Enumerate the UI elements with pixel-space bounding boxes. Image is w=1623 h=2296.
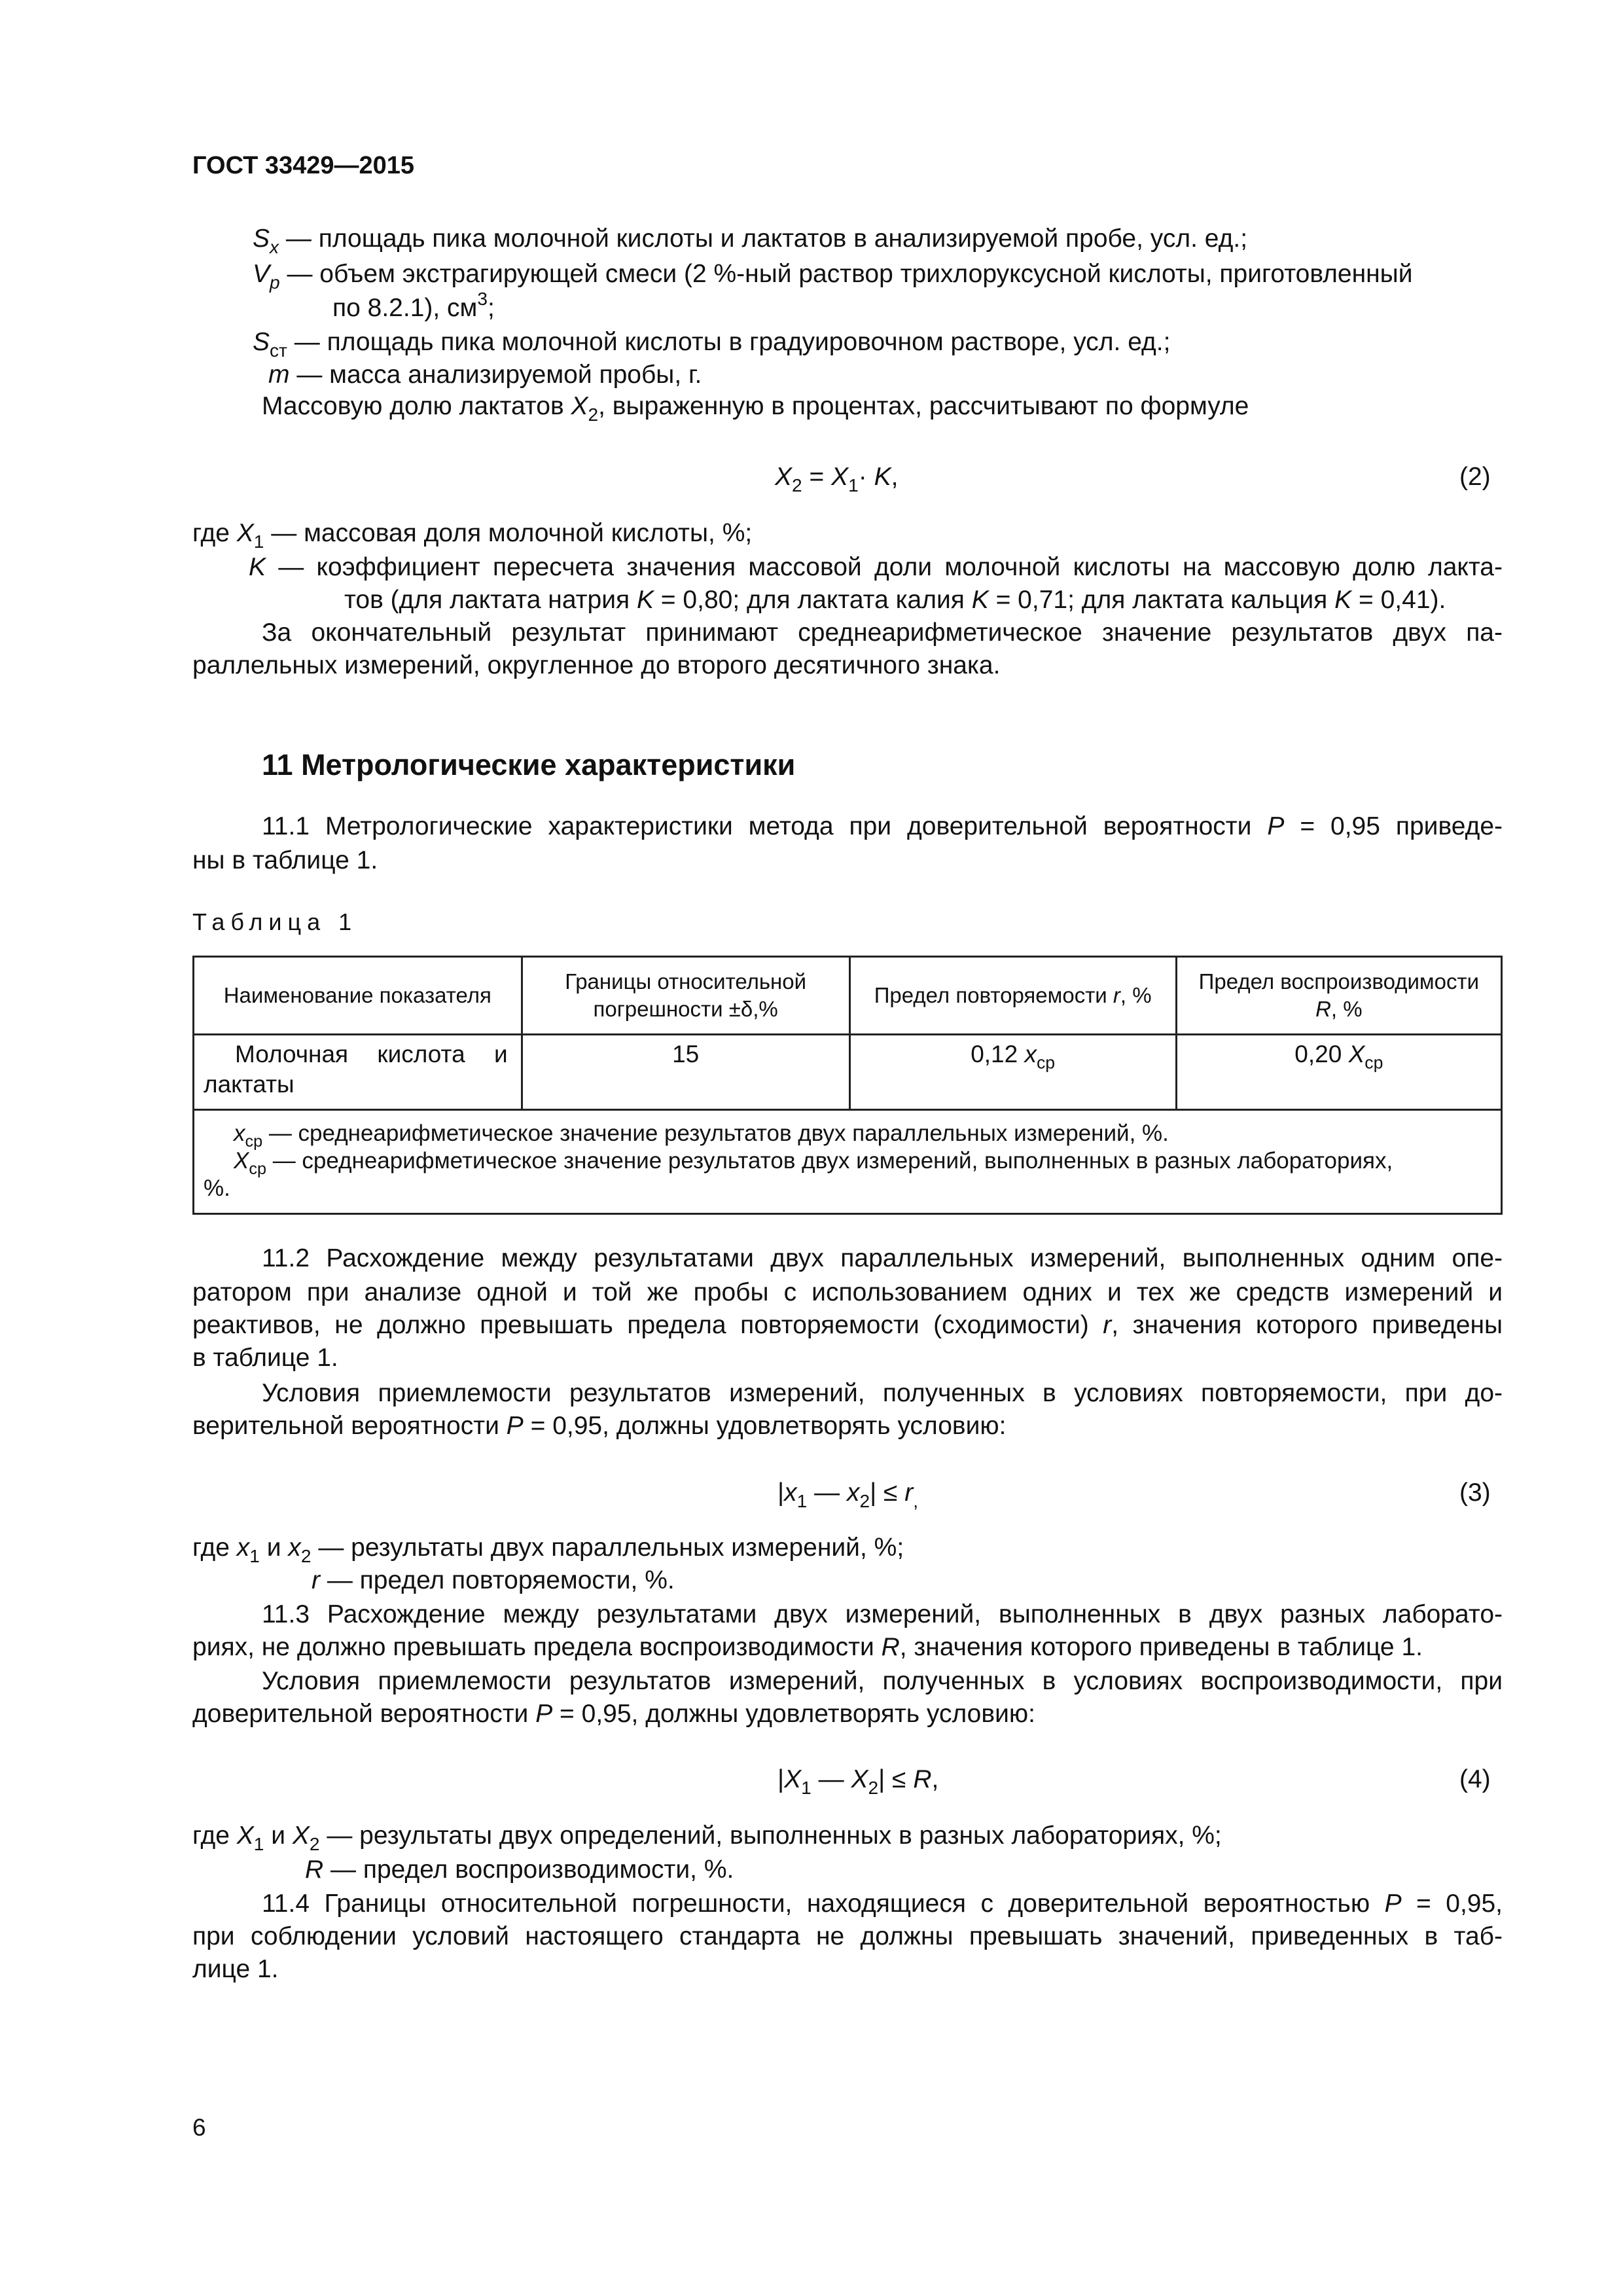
table-header-row [194, 957, 1502, 1035]
symbol: S [253, 224, 270, 253]
where-k: K — коэффициент пересчета значения массовой доли молочной кислоты на массовую долю лакта- [249, 553, 1503, 581]
symbol: S [253, 328, 270, 356]
formula-3-number: (3) [1459, 1479, 1491, 1507]
where-X1-X2: где $X_1$ и $X_2$ — результаты двух определений, выполненных в разных лабораториях, %; [192, 1821, 1222, 1854]
definition-m [268, 359, 702, 391]
definition-text: — масса анализируемой пробы, г. [289, 361, 702, 389]
p11-4-line-3: лице 1. [192, 1955, 279, 1983]
page-number: 6 [192, 2114, 206, 2141]
where-x1: где $X_1$ — массовая доля молочной кислоты, %; [192, 519, 753, 552]
formula-3: $|x_1$ — $x_2| \le r_,$ [777, 1479, 919, 1511]
p11-4-line-1: 11.4 Границы относительной погрешности, находящиеся с доверительной вероятностью P = 0,95, [262, 1890, 1503, 1918]
symbol: m [268, 361, 290, 389]
note-Xcp: $X_{ср}$ — среднеарифметическое значение результатов двух измерений, выполненных в разных лабораториях, [234, 1148, 1393, 1178]
header-indicator: Наименование показателя [194, 957, 522, 1035]
p11-3-line-1: 11.3 Расхождение между результатами двух измерений, выполненных в двух разных лаборато- [262, 1600, 1503, 1628]
cond-rep-line-2: верительной вероятности P = 0,95, должны удовлетворять условию: [192, 1412, 1007, 1440]
where-R: R — предел воспроизводимости, %. [305, 1856, 734, 1884]
p11-2-line-2: ратором при анализе одной и той же пробы с использованием одних и тех же средств измерений и [192, 1278, 1503, 1306]
formula-4: $|X_1$ — $X_2| \le R$, [777, 1765, 939, 1798]
symbol: V [253, 260, 270, 288]
header-reproducibility: Предел воспроизводимости R, % [1176, 957, 1501, 1035]
lactate-intro: Массовую долю лактатов $X_2$, выраженную в процентах, рассчитывают по формуле [262, 392, 1249, 425]
standard-header: ГОСТ 33429—2015 [192, 152, 415, 179]
formula-4-number: (4) [1459, 1765, 1491, 1793]
section-title: 11 Метрологические характеристики [262, 748, 796, 781]
where-k-continued: тов (для лактата натрия K = 0,80; для лактата калия K = 0,71; для лактата кальция K = 0,41). [344, 586, 1446, 614]
p11-4-line-2: при соблюдении условий настоящего стандарта не должны превышать значений, приведенных в таб- [192, 1922, 1503, 1950]
final-result-line-2: раллельных измерений, округленное до второго десятичного знака. [192, 651, 1001, 679]
note-xcp: $x_{ср}$ — среднеарифметическое значение результатов двух параллельных измерений, %. [234, 1121, 1169, 1151]
definition-vp-continued: по 8.2.1), $см^3$; [332, 289, 495, 322]
definition-text: — объем экстрагирующей смеси (2 %-ный раствор трихлоруксусной кислоты, приготовленный [279, 260, 1413, 288]
definition-text: — площадь пика молочной кислоты и лактатов в анализируемой пробе, усл. ед.; [279, 224, 1248, 253]
table-notes [194, 1110, 1502, 1214]
formula-2: $X_2 = X_1\cdot K$, [775, 463, 899, 495]
where-r: r — предел повторяемости, %. [312, 1566, 675, 1594]
table-caption: Таблица 1 [192, 908, 358, 935]
p11-1-line-1: 11.1 Метрологические характеристики метода при доверительной вероятности P = 0,95 приведе- [262, 812, 1503, 840]
subscript: ст [270, 340, 287, 361]
p11-2-line-3: реактивов, не должно превышать предела повторяемости (сходимости) r, значения которого приведены [192, 1311, 1503, 1339]
cell-error-bounds: 15 [522, 1035, 849, 1110]
subscript: x [270, 236, 279, 257]
subscript: p [270, 272, 280, 293]
p11-1-line-2: ны в таблице 1. [192, 846, 378, 874]
cell-indicator-name: Молочная кислота и лактаты [194, 1035, 522, 1110]
definition-sx [253, 223, 1247, 255]
table-row [194, 1035, 1502, 1110]
note-Xcp-end: %. [204, 1175, 230, 1201]
header-repeatability: Предел повторяемости r, % [849, 957, 1176, 1035]
cond-repro-line-2: доверительной вероятности P = 0,95, должны удовлетворять условию: [192, 1700, 1035, 1728]
p11-2-line-4: в таблице 1. [192, 1344, 338, 1372]
formula-2-number: (2) [1459, 463, 1491, 491]
cell-repeatability: 0,12 $x_{ср}$ [849, 1035, 1176, 1110]
where-x1-x2: где $x_1$ и $x_2$ — результаты двух параллельных измерений, %; [192, 1534, 904, 1566]
definition-sst [253, 326, 1170, 359]
metrology-table [192, 956, 1503, 1215]
header-error-bounds: Границы относительной погрешности ±δ,% [522, 957, 849, 1035]
cond-repro-line-1: Условия приемлемости результатов измерений, полученных в условиях воспроизводимости, при [262, 1667, 1503, 1695]
p11-3-line-2: риях, не должно превышать предела воспроизводимости R, значения которого приведены в таблице 1. [192, 1633, 1423, 1661]
table-notes-row [194, 1110, 1502, 1214]
final-result-line-1: За окончательный результат принимают среднеарифметическое значение результатов двух па- [262, 619, 1503, 647]
cell-reproducibility: 0,20 $X_{ср}$ [1176, 1035, 1501, 1110]
p11-2-line-1: 11.2 Расхождение между результатами двух параллельных измерений, выполненных одним опе- [262, 1244, 1503, 1272]
cond-rep-line-1: Условия приемлемости результатов измерений, полученных в условиях повторяемости, при до- [262, 1379, 1503, 1407]
definition-vp [253, 258, 1413, 291]
definition-text: — площадь пика молочной кислоты в градуировочном растворе, усл. ед.; [287, 328, 1171, 356]
